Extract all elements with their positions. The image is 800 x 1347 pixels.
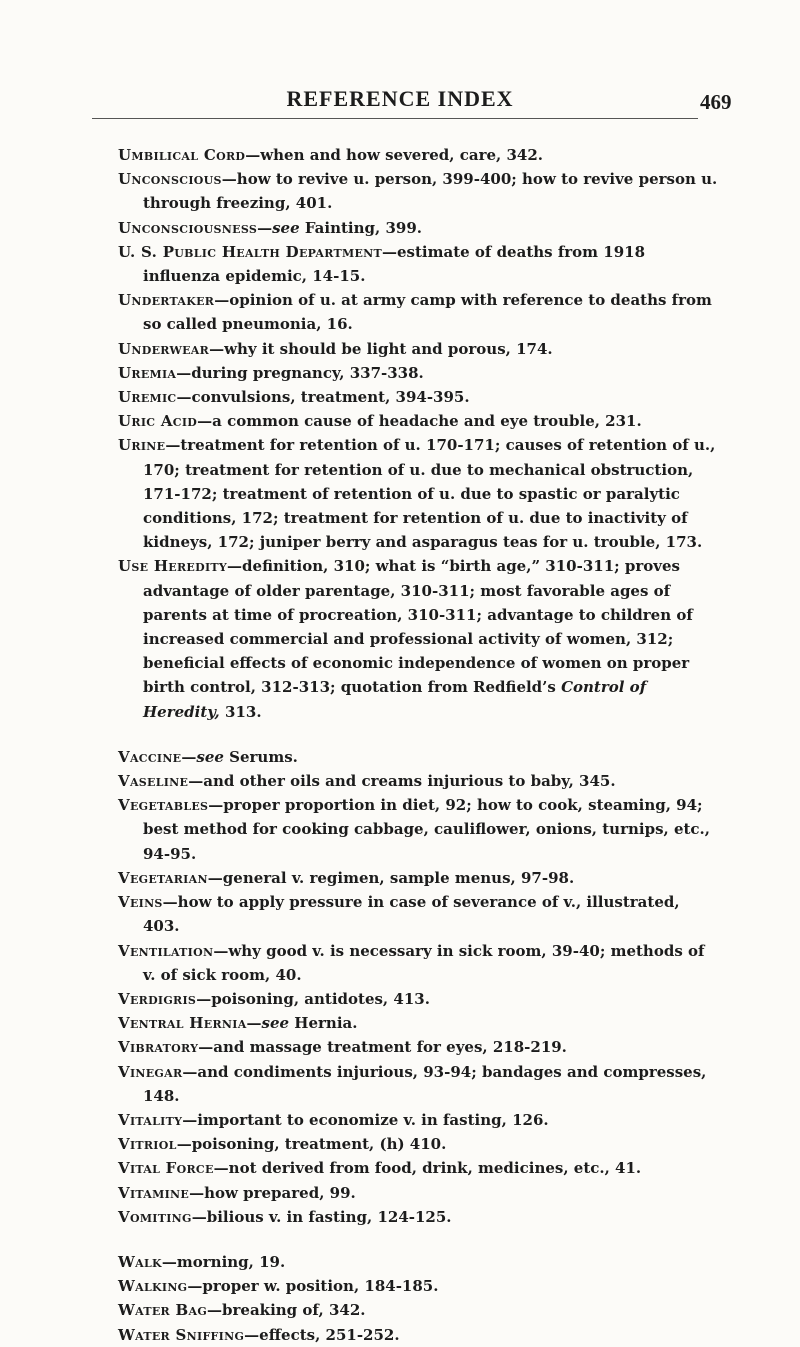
index-entry: [118, 793, 718, 866]
index-entry: [118, 385, 718, 409]
index-entry: [118, 240, 718, 288]
index-entry: [118, 1181, 718, 1205]
entry-heading: U. S. Public Health Department: [118, 242, 382, 261]
entry-heading: Vegetarian: [118, 868, 208, 887]
header-rule: [92, 118, 698, 119]
index-entry: [118, 1132, 718, 1156]
index-entry: [118, 167, 718, 215]
entry-heading: Underwear: [118, 339, 210, 358]
entry-text: —not derived from food, drink, medicines, etc., 41.: [213, 1159, 642, 1178]
section-gap: [118, 1229, 718, 1250]
entry-heading: Ventral Hernia: [118, 1014, 247, 1033]
index-entry: [118, 288, 718, 336]
index-entry: [118, 409, 718, 433]
entry-heading: Uric Acid: [118, 412, 198, 431]
entry-text: —effects, 251-252.: [244, 1325, 400, 1344]
entry-text: —and condiments injurious, 93-94; bandages and compresses, 148.: [143, 1062, 707, 1105]
entry-text: —: [246, 1014, 262, 1033]
entry-text: —poisoning, treatment, (h) 410.: [176, 1135, 447, 1154]
index-entry: [118, 554, 718, 723]
entry-text: —definition, 310; what is “birth age,” 310-311; proves advantage of older parentage, 310-311; most favorable ages of parents at time of procreation, 310-311; advantage to children of increased commercial and professional activity of women, 312; beneficial effects of economic independence of women on proper birth control, 312-313; quotation from Redfield’s: [143, 557, 693, 697]
entry-text: —proper proportion in diet, 92; how to cook, steaming, 94; best method for cooking cabbage, cauliflower, onions, turnips, etc., 94-95.: [143, 796, 711, 863]
entry-heading: Vitamine: [118, 1183, 190, 1202]
entry-text: —and other oils and creams injurious to baby, 345.: [188, 772, 616, 791]
see-reference: see: [261, 1014, 290, 1033]
index-entry: [118, 745, 718, 769]
see-reference: see: [272, 218, 300, 237]
entry-text: —morning, 19.: [161, 1252, 286, 1271]
entry-heading: Water Bag: [118, 1301, 208, 1320]
index-entry: [118, 433, 718, 554]
entry-text: —during pregnancy, 337-338.: [176, 363, 424, 382]
entry-heading: Uremic: [118, 388, 177, 407]
entry-text: —treatment for retention of u. 170-171; causes of retention of u., 170; treatment for retention of u. due to mechanical obstruction, 171-172; treatment of retention of u. due to spastic or paralytic conditions, 172; treatment for retention of u. due to inactivity of kidneys, 172; juniper berry and asparagus teas for u. trouble, 173.: [143, 436, 716, 552]
entry-heading: Undertaker: [118, 291, 215, 310]
running-title: REFERENCE INDEX: [286, 86, 514, 111]
entry-heading: Vitriol: [118, 1135, 177, 1154]
entry-text: —poisoning, antidotes, 413.: [196, 989, 430, 1008]
index-entry: [118, 1323, 718, 1347]
index-entry: [118, 337, 718, 361]
entry-text: —important to economize v. in fasting, 126.: [182, 1110, 549, 1129]
index-entry: [118, 216, 718, 240]
entry-text: —and massage treatment for eyes, 218-219.: [198, 1038, 567, 1057]
entry-heading: Vaseline: [118, 772, 189, 791]
index-entry: [118, 1205, 718, 1229]
index-entry: [118, 1274, 718, 1298]
entry-text: —estimate of deaths from 1918 influenza epidemic, 14-15.: [143, 242, 646, 286]
entry-text: —: [181, 747, 197, 766]
entry-text: —opinion of u. at army camp with reference to deaths from so called pneumonia, 16.: [143, 291, 712, 334]
entry-text: —why it should be light and porous, 174.: [209, 339, 553, 358]
entry-text: —: [257, 218, 273, 237]
index-entry: [118, 1060, 718, 1108]
entry-heading: Unconsciousness: [118, 218, 258, 237]
entry-heading: Urine: [118, 436, 166, 455]
entry-heading: Vital Force: [118, 1159, 214, 1178]
entry-heading: Unconscious: [118, 170, 222, 189]
entry-text: —when and how severed, care, 342.: [245, 146, 544, 164]
index-entry: [118, 1298, 718, 1322]
entry-text-tail: Fainting, 399.: [299, 218, 422, 237]
see-reference: see: [196, 747, 224, 766]
entry-heading: Water Sniffing: [118, 1325, 245, 1344]
index-entry: [118, 987, 718, 1011]
index-entry: [118, 143, 718, 167]
entry-text: —general v. regimen, sample menus, 97-98.: [207, 868, 575, 887]
index-list: [118, 143, 718, 1347]
entry-heading: Walk: [118, 1252, 162, 1271]
entry-heading: Verdigris: [118, 989, 197, 1008]
entry-text: —a common cause of headache and eye trouble, 231.: [197, 412, 642, 431]
section-gap: [118, 724, 718, 745]
index-entry: [118, 361, 718, 385]
entry-text-tail: Serums.: [223, 747, 298, 766]
book-title: Control of Heredity,: [143, 678, 647, 721]
entry-heading: Vaccine: [118, 747, 182, 766]
entry-heading: Ventilation: [118, 941, 214, 960]
entry-text: —breaking of, 342.: [207, 1301, 366, 1320]
entry-heading: Vegetables: [118, 796, 209, 815]
entry-heading: Vibratory: [118, 1038, 199, 1057]
index-entry: [118, 1108, 718, 1132]
entry-heading: Vitality: [118, 1110, 183, 1129]
entry-heading: Uremia: [118, 363, 177, 382]
page-number: 469: [700, 90, 732, 114]
index-entry: [118, 866, 718, 890]
entry-heading: Veins: [118, 893, 163, 912]
entry-heading: Umbilical Cord: [118, 146, 246, 164]
index-entry: [118, 890, 718, 938]
entry-text-tail: Hernia.: [289, 1014, 358, 1033]
entry-text: —how to apply pressure in case of severance of v., illustrated, 403.: [143, 893, 680, 936]
index-entry: [118, 1156, 718, 1180]
index-entry: [118, 939, 718, 987]
entry-text: —how prepared, 99.: [189, 1183, 356, 1202]
index-entry: [118, 1011, 718, 1035]
entry-heading: Use Heredity: [118, 557, 228, 576]
entry-text: —how to revive u. person, 399-400; how to revive person u. through freezing, 401.: [143, 170, 718, 213]
entry-heading: Walking: [118, 1277, 188, 1296]
entry-heading: Vomiting: [118, 1207, 192, 1226]
entry-text: —why good v. is necessary in sick room, 39-40; methods of v. of sick room, 40.: [143, 941, 705, 984]
entry-text: —proper w. position, 184-185.: [187, 1277, 439, 1296]
entry-text-tail: 313.: [219, 702, 262, 721]
entry-text: —bilious v. in fasting, 124-125.: [191, 1207, 452, 1226]
index-entry: [118, 1035, 718, 1059]
entry-heading: Vinegar: [118, 1062, 183, 1081]
entry-text: —convulsions, treatment, 394-395.: [176, 388, 470, 407]
index-entry: [118, 769, 718, 793]
